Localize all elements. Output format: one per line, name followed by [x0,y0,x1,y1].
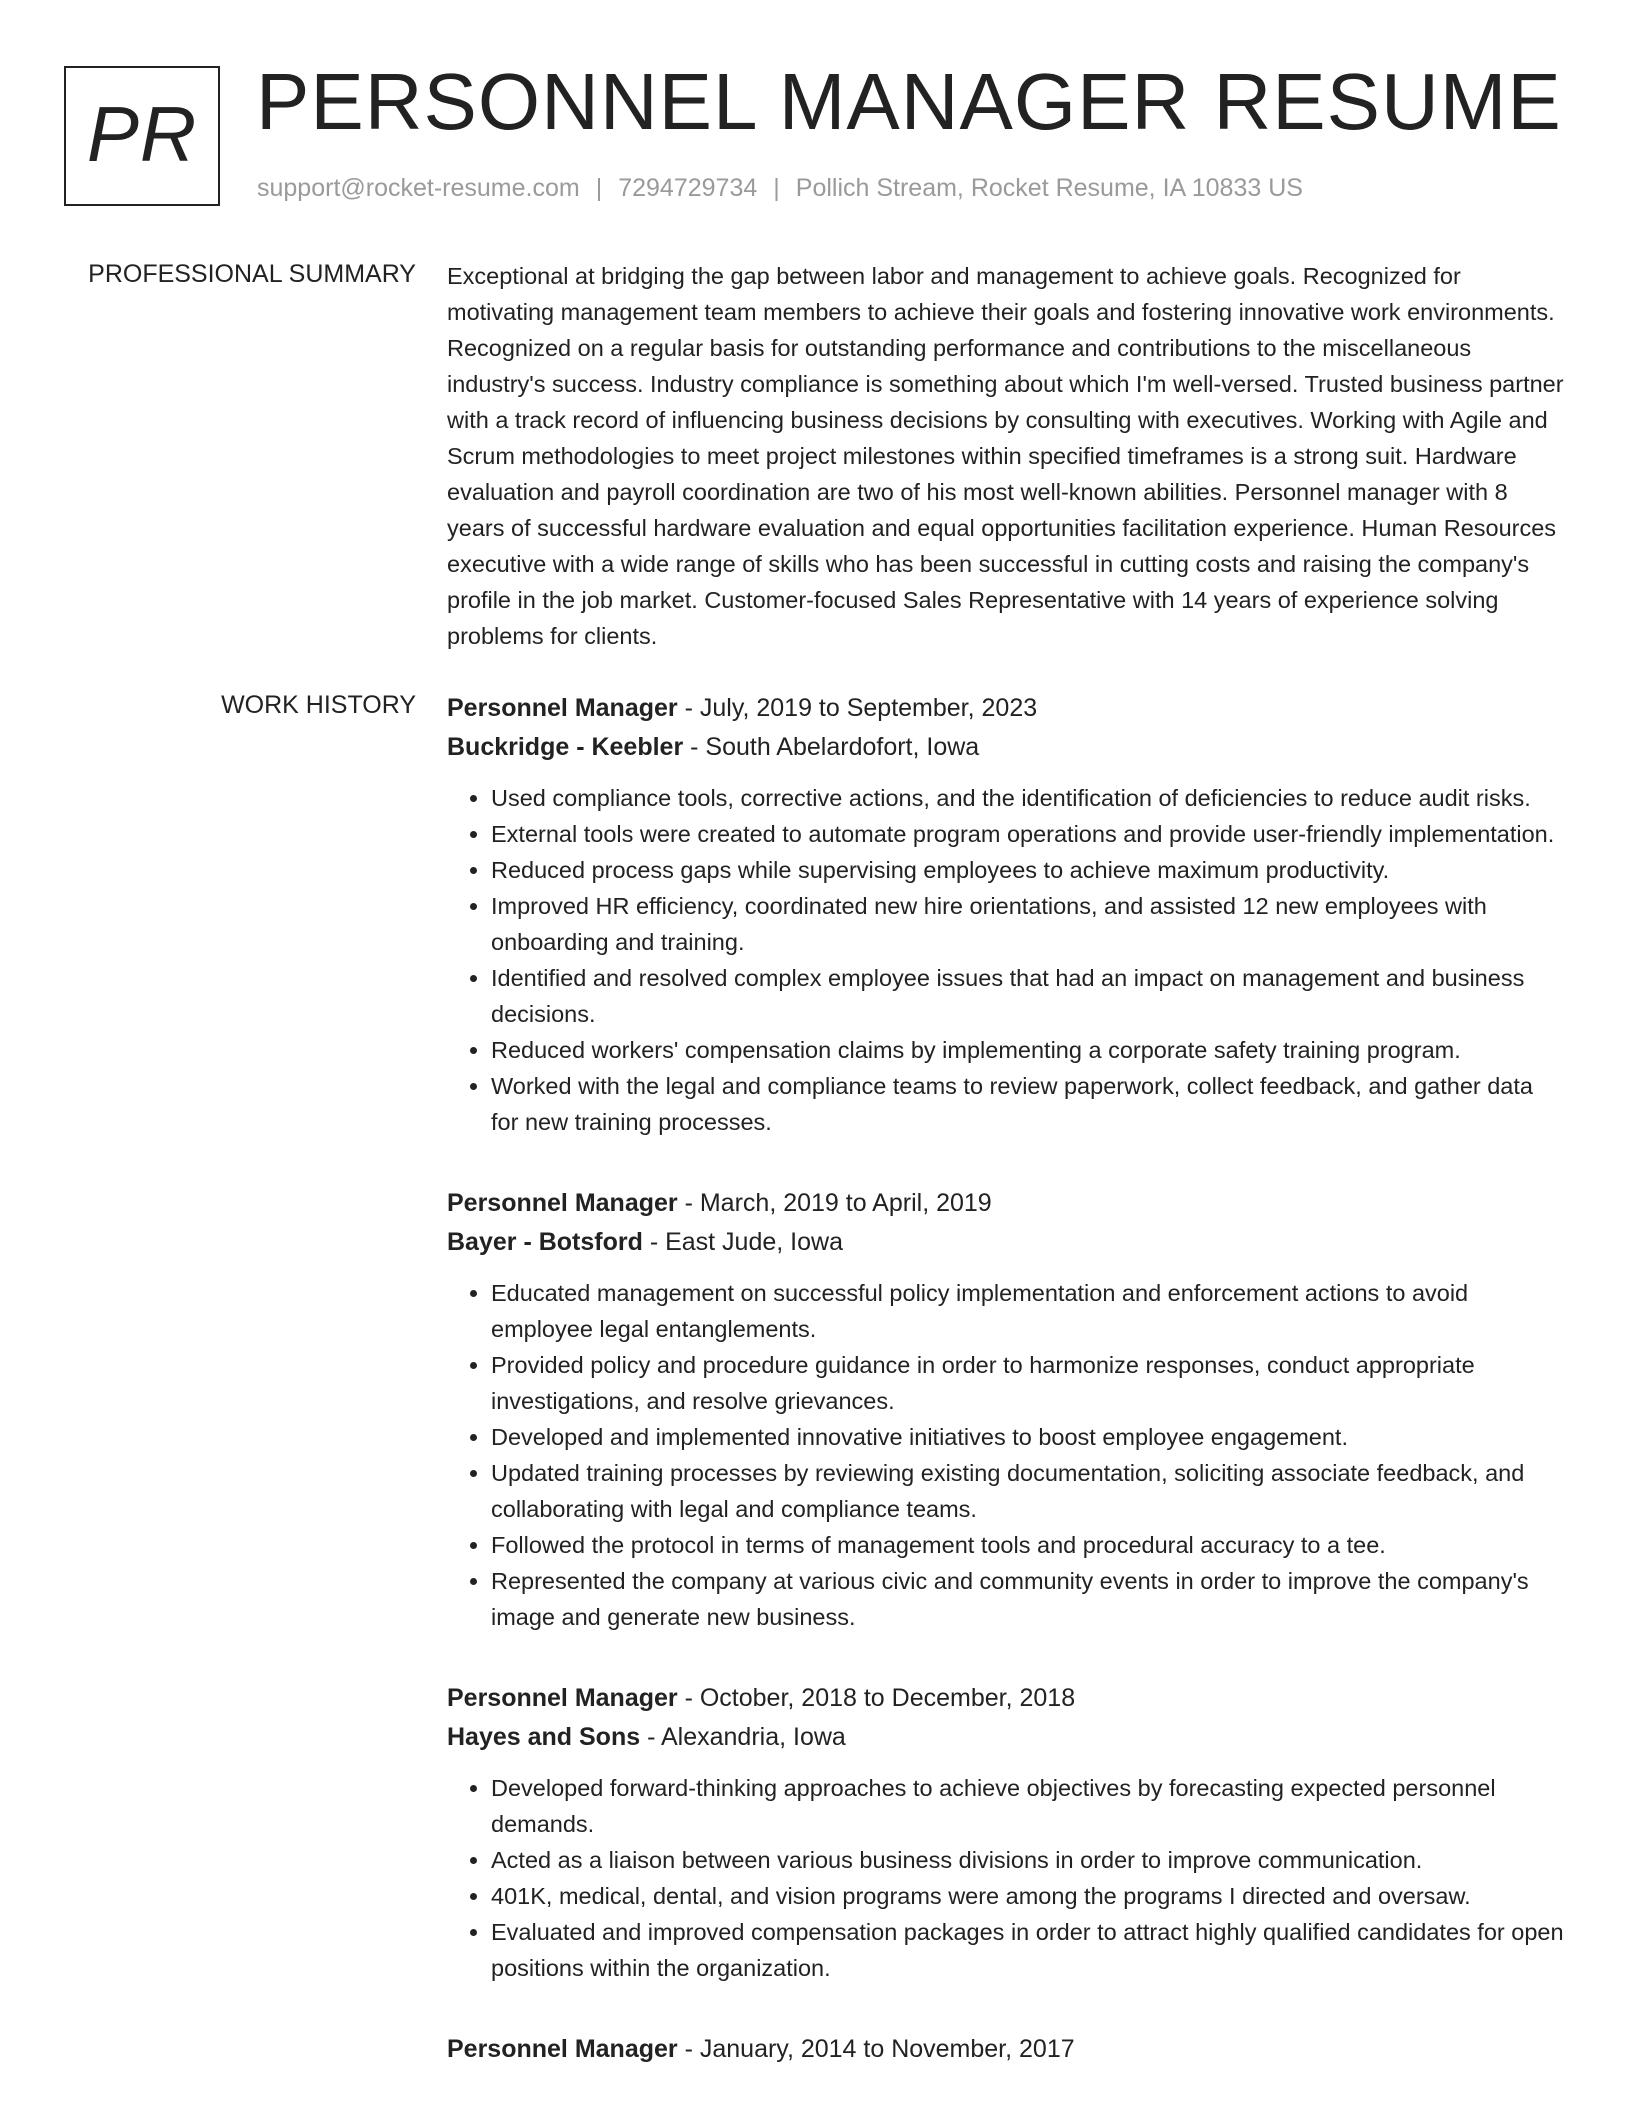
job-company-line [447,1223,1564,1262]
job-entry [447,2030,1564,2069]
monogram-box [64,66,220,206]
job-dates: - October, 2018 to December, 2018 [677,1684,1076,1712]
job-bullet: • Reduced process gaps while supervising employees to achieve maximum productivity. [491,852,1564,888]
job-entry [447,1184,1564,1635]
monogram-initials: PR [86,89,198,178]
job-bullet: • Developed and implemented innovative initiatives to boost employee engagement. [491,1419,1564,1455]
summary-body [447,258,1564,654]
job-location: - South Abelardofort, Iowa [683,733,980,761]
job-bullet: • Identified and resolved complex employee issues that had an impact on management and business decisions. [491,960,1564,1032]
job-bullet: • Evaluated and improved compensation packages in order to attract highly qualified candidates for open positions within the organization. [491,1914,1564,1986]
job-company-line [447,1718,1564,1757]
job-title-line [447,1679,1564,1718]
job-title: Personnel Manager [447,1189,678,1217]
job-location: - East Jude, Iowa [642,1228,843,1256]
contact-address: Pollich Stream, Rocket Resume, IA 10833 US [795,174,1303,202]
job-company: Hayes and Sons [447,1723,641,1751]
job-entry [447,689,1564,1140]
job-title: Personnel Manager [447,1684,678,1712]
job-bullet: • Reduced workers' compensation claims by implementing a corporate safety training program. [491,1032,1564,1068]
job-bullet: • Provided policy and procedure guidance in order to harmonize responses, conduct appropriate investigations, and resolve grievances. [491,1347,1564,1419]
contact-separator: | [595,174,603,202]
work-history-body [447,689,1564,2095]
job-dates: - March, 2019 to April, 2019 [677,1189,992,1217]
section-label-work-history: WORK HISTORY [221,691,416,719]
job-company-line [447,728,1564,767]
job-company: Bayer - Botsford [447,1228,643,1256]
contact-email: support@rocket-resume.com [257,174,580,202]
job-title-line [447,689,1564,728]
job-bullet: • Educated management on successful policy implementation and enforcement actions to avoid employee legal entanglements. [491,1275,1564,1347]
job-bullet: • External tools were created to automate program operations and provide user-friendly implementation. [491,816,1564,852]
job-bullet: • Followed the protocol in terms of management tools and procedural accuracy to a tee. [491,1527,1564,1563]
job-title-line [447,2030,1564,2069]
contact-line [257,174,1303,203]
job-bullet: • Used compliance tools, corrective actions, and the identification of deficiencies to reduce audit risks. [491,780,1564,816]
job-company: Buckridge - Keebler [447,733,684,761]
job-bullet: • Updated training processes by reviewing existing documentation, soliciting associate feedback, and collaborating with legal and compliance teams. [491,1455,1564,1527]
job-title: Personnel Manager [447,694,678,722]
job-bullets [447,1275,1564,1635]
summary-text: Exceptional at bridging the gap between labor and management to achieve goals. Recognized for motivating management team members to achieve their goals and fostering innovative work environments. Recognized on a regular basis for outstanding performance and contributions to the miscellaneous industry's success. Industry compliance is something about which I'm well-versed. Trusted business partner with a track record of influencing business decisions by consulting with executives. Working with Agile and Scrum methodologies to meet project milestones within specified timeframes is a strong suit. Hardware evaluation and payroll coordination are two of his most well-known abilities. Personnel manager with 8 years of successful hardware evaluation and equal opportunities facilitation experience. Human Resources executive with a wide range of skills who has been successful in cutting costs and raising the company's profile in the job market. Customer-focused Sales Representative with 14 years of experience solving problems for clients. [447,263,1564,649]
job-entry [447,1679,1564,1986]
job-dates: - July, 2019 to September, 2023 [677,694,1038,722]
job-bullet: • Acted as a liaison between various business divisions in order to improve communication. [491,1842,1564,1878]
job-bullet: • Developed forward-thinking approaches to achieve objectives by forecasting expected personnel demands. [491,1770,1564,1842]
job-title: Personnel Manager [447,2035,678,2063]
job-bullets [447,780,1564,1140]
job-location: - Alexandria, Iowa [640,1723,846,1751]
job-bullets [447,1770,1564,1986]
section-label-summary: PROFESSIONAL SUMMARY [88,260,416,288]
resume-title: PERSONNEL MANAGER RESUME [256,57,1562,146]
job-bullet: • Worked with the legal and compliance teams to review paperwork, collect feedback, and gather data for new training processes. [491,1068,1564,1140]
contact-phone: 7294729734 [618,174,758,202]
job-bullet: • Represented the company at various civic and community events in order to improve the company's image and generate new business. [491,1563,1564,1635]
job-title-line [447,1184,1564,1223]
job-bullet: • Improved HR efficiency, coordinated new hire orientations, and assisted 12 new employees with onboarding and training. [491,888,1564,960]
job-dates: - January, 2014 to November, 2017 [677,2035,1075,2063]
job-bullet: • 401K, medical, dental, and vision programs were among the programs I directed and oversaw. [491,1878,1564,1914]
contact-separator: | [773,174,780,202]
